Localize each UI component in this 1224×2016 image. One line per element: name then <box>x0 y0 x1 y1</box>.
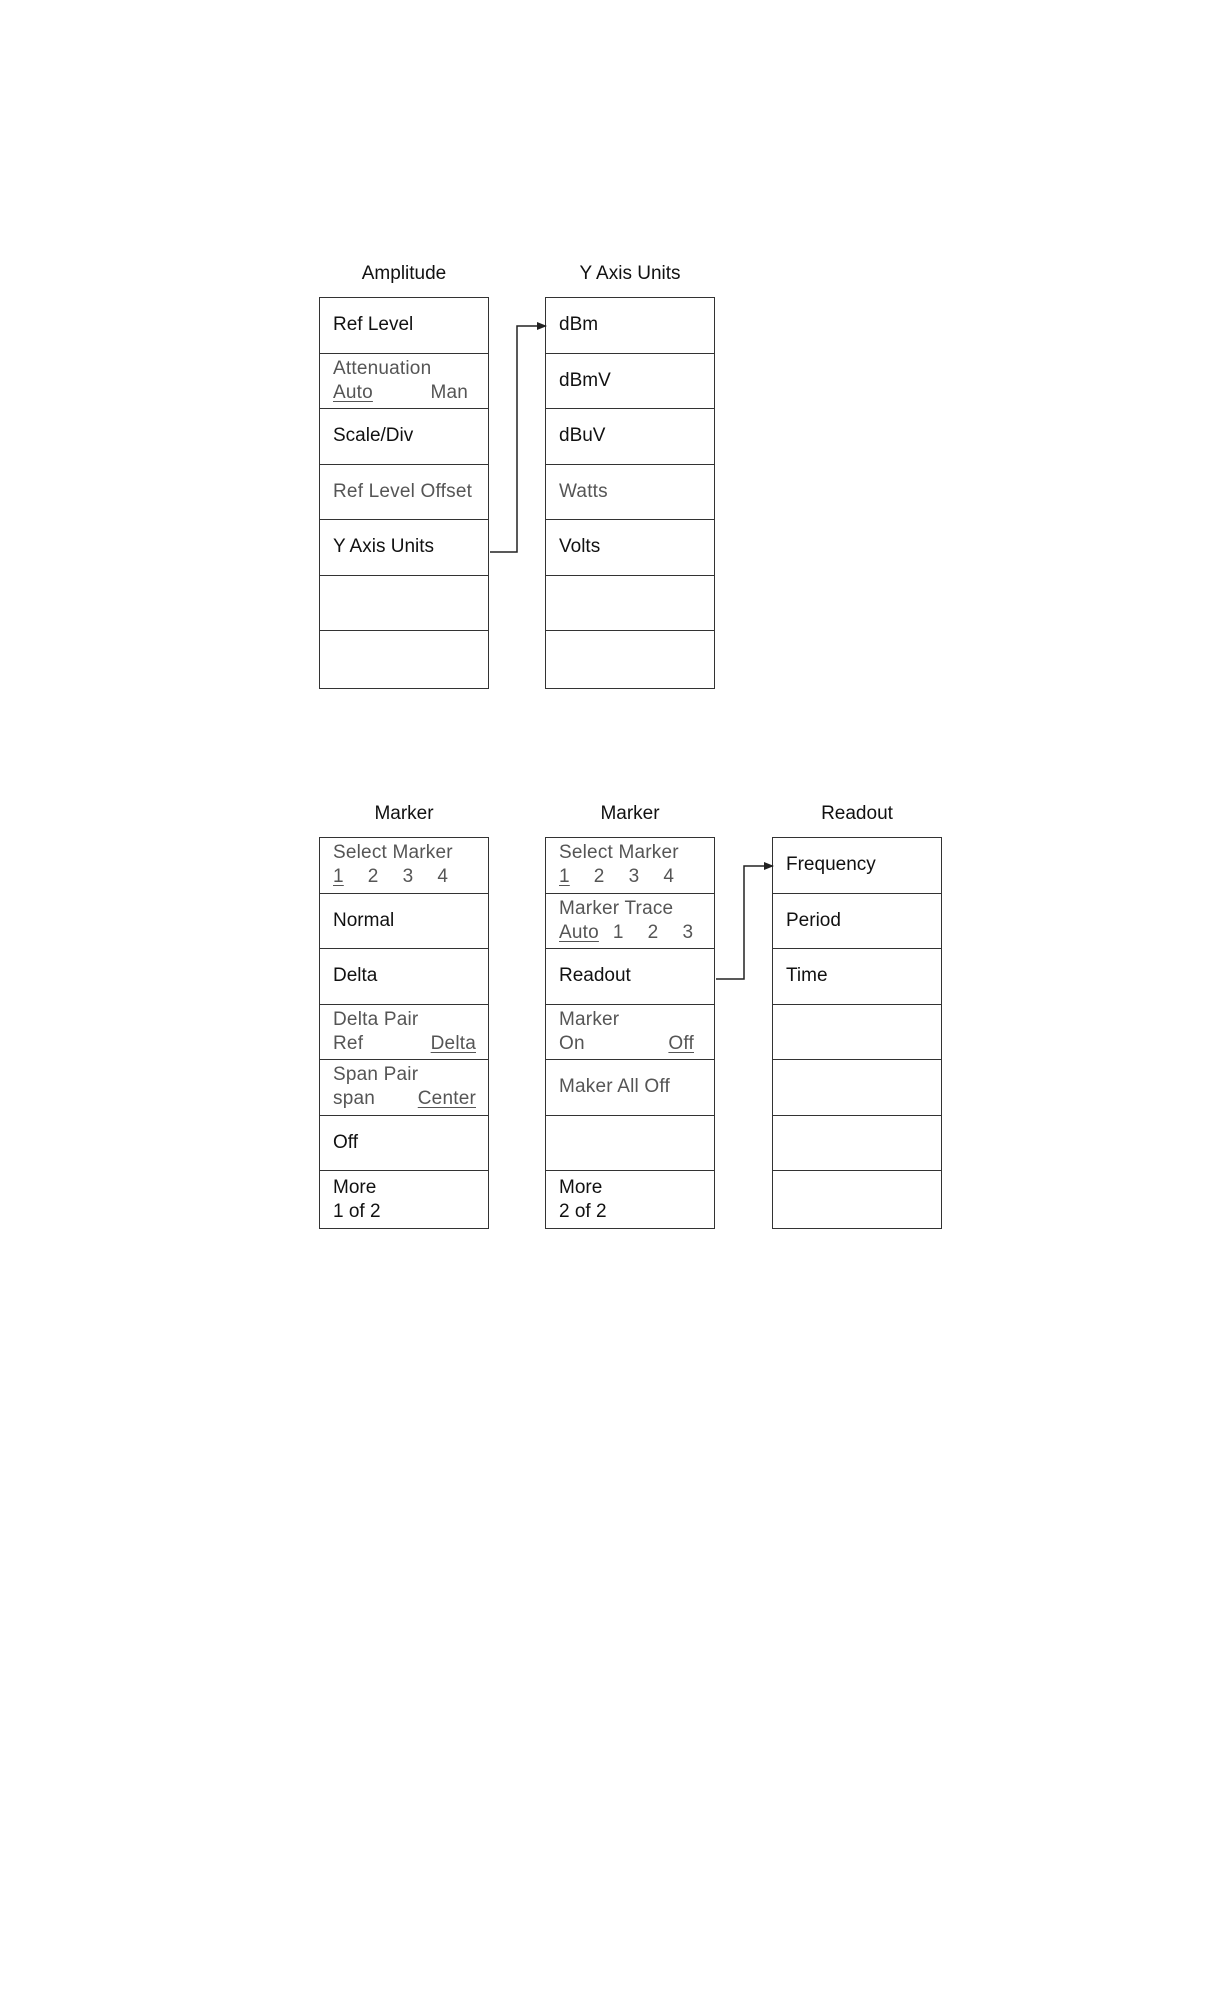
span-pair-center-option: Center <box>417 1088 476 1110</box>
empty-key <box>320 631 488 688</box>
marker-menu-page-1 <box>319 803 489 1229</box>
amplitude-menu-title: Amplitude <box>361 263 447 284</box>
delta-pair-label: Delta Pair <box>333 1008 419 1030</box>
period-key[interactable]: Period <box>773 894 941 950</box>
span-pair-key[interactable] <box>320 1060 488 1116</box>
empty-key <box>546 576 714 632</box>
y-axis-units-key[interactable]: Y Axis Units <box>320 520 488 576</box>
marker-menu-2-title: Marker <box>600 803 660 824</box>
empty-key <box>546 1116 714 1172</box>
marker-trace-option-1: 1 <box>612 921 624 943</box>
select-marker-key[interactable] <box>320 838 488 894</box>
marker-trace-label: Marker Trace <box>559 897 674 919</box>
more-label: More <box>333 1176 377 1198</box>
marker-trace-option-3: 3 <box>682 921 694 943</box>
y-axis-units-softkey-panel <box>545 297 715 689</box>
attenuation-man-option: Man <box>430 381 468 403</box>
ref-level-key[interactable]: Ref Level <box>320 298 488 354</box>
dbm-key[interactable]: dBm <box>546 298 714 354</box>
delta-pair-delta-option: Delta <box>430 1032 476 1054</box>
delta-key[interactable]: Delta <box>320 949 488 1005</box>
amplitude-menu <box>319 263 489 689</box>
marker-trace-option-2: 2 <box>647 921 659 943</box>
marker-off-option: Off <box>668 1032 694 1054</box>
span-pair-span-option: span <box>333 1088 376 1110</box>
empty-key <box>546 631 714 688</box>
select-marker-label: Select Marker <box>333 842 453 864</box>
span-pair-label: Span Pair <box>333 1064 419 1086</box>
marker-option-4: 4 <box>663 866 675 888</box>
more-label: More <box>559 1176 603 1198</box>
marker-option-1: 1 <box>333 866 344 888</box>
readout-key[interactable]: Readout <box>546 949 714 1005</box>
marker-option-2: 2 <box>593 866 605 888</box>
marker-option-4: 4 <box>437 866 449 888</box>
marker-1-softkey-panel <box>319 837 489 1229</box>
select-marker-label: Select Marker <box>559 842 679 864</box>
marker-trace-key[interactable] <box>546 894 714 950</box>
dbmv-key[interactable]: dBmV <box>546 354 714 410</box>
time-key[interactable]: Time <box>773 949 941 1005</box>
marker-option-3: 3 <box>628 866 640 888</box>
marker-option-3: 3 <box>402 866 414 888</box>
more-2-of-2-key[interactable] <box>546 1171 714 1228</box>
off-key[interactable]: Off <box>320 1116 488 1172</box>
marker-option-2: 2 <box>367 866 379 888</box>
y-axis-units-menu <box>545 263 715 689</box>
frequency-key[interactable]: Frequency <box>773 838 941 894</box>
normal-key[interactable]: Normal <box>320 894 488 950</box>
y-axis-units-menu-title: Y Axis Units <box>579 263 681 284</box>
ref-level-offset-key[interactable]: Ref Level Offset <box>320 465 488 521</box>
delta-pair-ref-option: Ref <box>333 1032 364 1054</box>
attenuation-auto-option: Auto <box>333 381 373 403</box>
attenuation-label: Attenuation <box>333 357 432 379</box>
marker-option-1: 1 <box>559 866 570 888</box>
volts-key[interactable]: Volts <box>546 520 714 576</box>
empty-key <box>773 1005 941 1061</box>
readout-connector-arrow <box>716 866 773 979</box>
more-1-of-2-key[interactable] <box>320 1171 488 1228</box>
watts-key[interactable]: Watts <box>546 465 714 521</box>
attenuation-key[interactable] <box>320 354 488 410</box>
marker-trace-auto-option: Auto <box>559 921 599 943</box>
readout-menu-title: Readout <box>821 803 893 824</box>
marker-menu-1-title: Marker <box>374 803 434 824</box>
more-page: 2 of 2 <box>559 1200 607 1222</box>
marker-menu-page-2 <box>545 803 715 1229</box>
marker-on-off-label: Marker <box>559 1008 620 1030</box>
amplitude-softkey-panel <box>319 297 489 689</box>
marker-on-option: On <box>559 1032 585 1054</box>
readout-softkey-panel <box>772 837 942 1229</box>
y-axis-units-connector-arrow <box>490 326 546 552</box>
empty-key <box>773 1116 941 1172</box>
maker-all-off-key[interactable]: Maker All Off <box>546 1060 714 1116</box>
delta-pair-key[interactable] <box>320 1005 488 1061</box>
empty-key <box>320 576 488 632</box>
dbuv-key[interactable]: dBuV <box>546 409 714 465</box>
more-page: 1 of 2 <box>333 1200 381 1222</box>
scale-div-key[interactable]: Scale/Div <box>320 409 488 465</box>
empty-key <box>773 1060 941 1116</box>
marker-2-softkey-panel <box>545 837 715 1229</box>
marker-on-off-key[interactable] <box>546 1005 714 1061</box>
empty-key <box>773 1171 941 1228</box>
select-marker-key[interactable] <box>546 838 714 894</box>
readout-menu <box>772 803 942 1229</box>
